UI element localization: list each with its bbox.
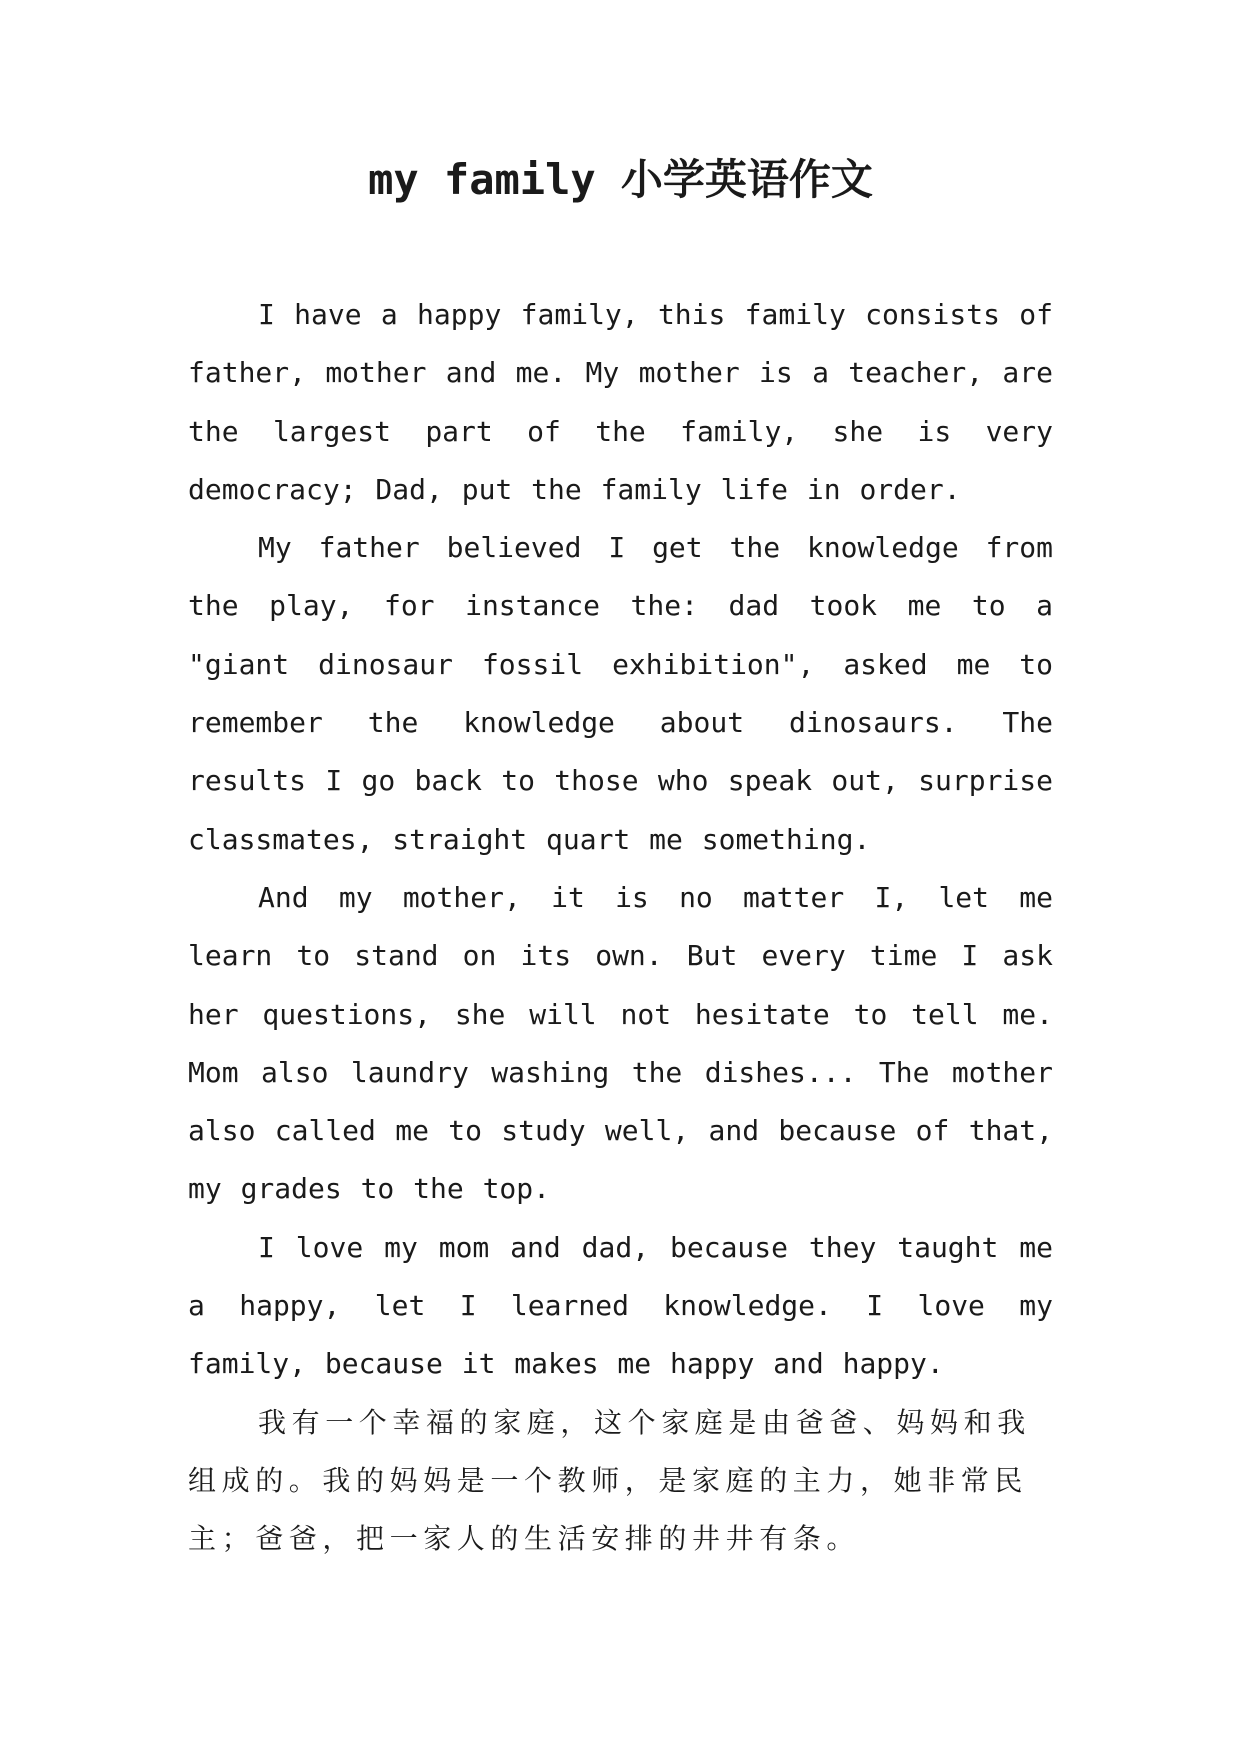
paragraph-4: I love my mom and dad, because they taught me a happy, let I learned knowledge. I love my family, because it makes me happy and happy. [188, 1230, 1053, 1381]
document-title: my family 小学英语作文 [368, 155, 873, 204]
document-body [188, 286, 1053, 1569]
paragraph-1: I have a happy family, this family consists of father, mother and me. My mother is a teacher, are the largest part of the family, she is very democracy; Dad, put the family life in order. [188, 298, 1053, 506]
paragraph-3: And my mother, it is no matter I, let me learn to stand on its own. But every time I ask her questions, she will not hesitate to tell me. Mom also laundry washing the dishes... The mother also called me to study well, and because of that, my grades to the top. [188, 880, 1053, 1206]
paragraph-2: My father believed I get the knowledge from the play, for instance the: dad took me to a "giant dinosaur fossil exhibition", asked me to remember the knowledge about dinosaurs. The results I go back to those who speak out, surprise classmates, straight quart me something. [188, 531, 1053, 856]
paragraph-5-chinese: 我有一个幸福的家庭，这个家庭是由爸爸、妈妈和我组成的。我的妈妈是一个教师，是家庭的主力，她非常民主；爸爸，把一家人的生活安排的井井有条。 [188, 1405, 1031, 1556]
